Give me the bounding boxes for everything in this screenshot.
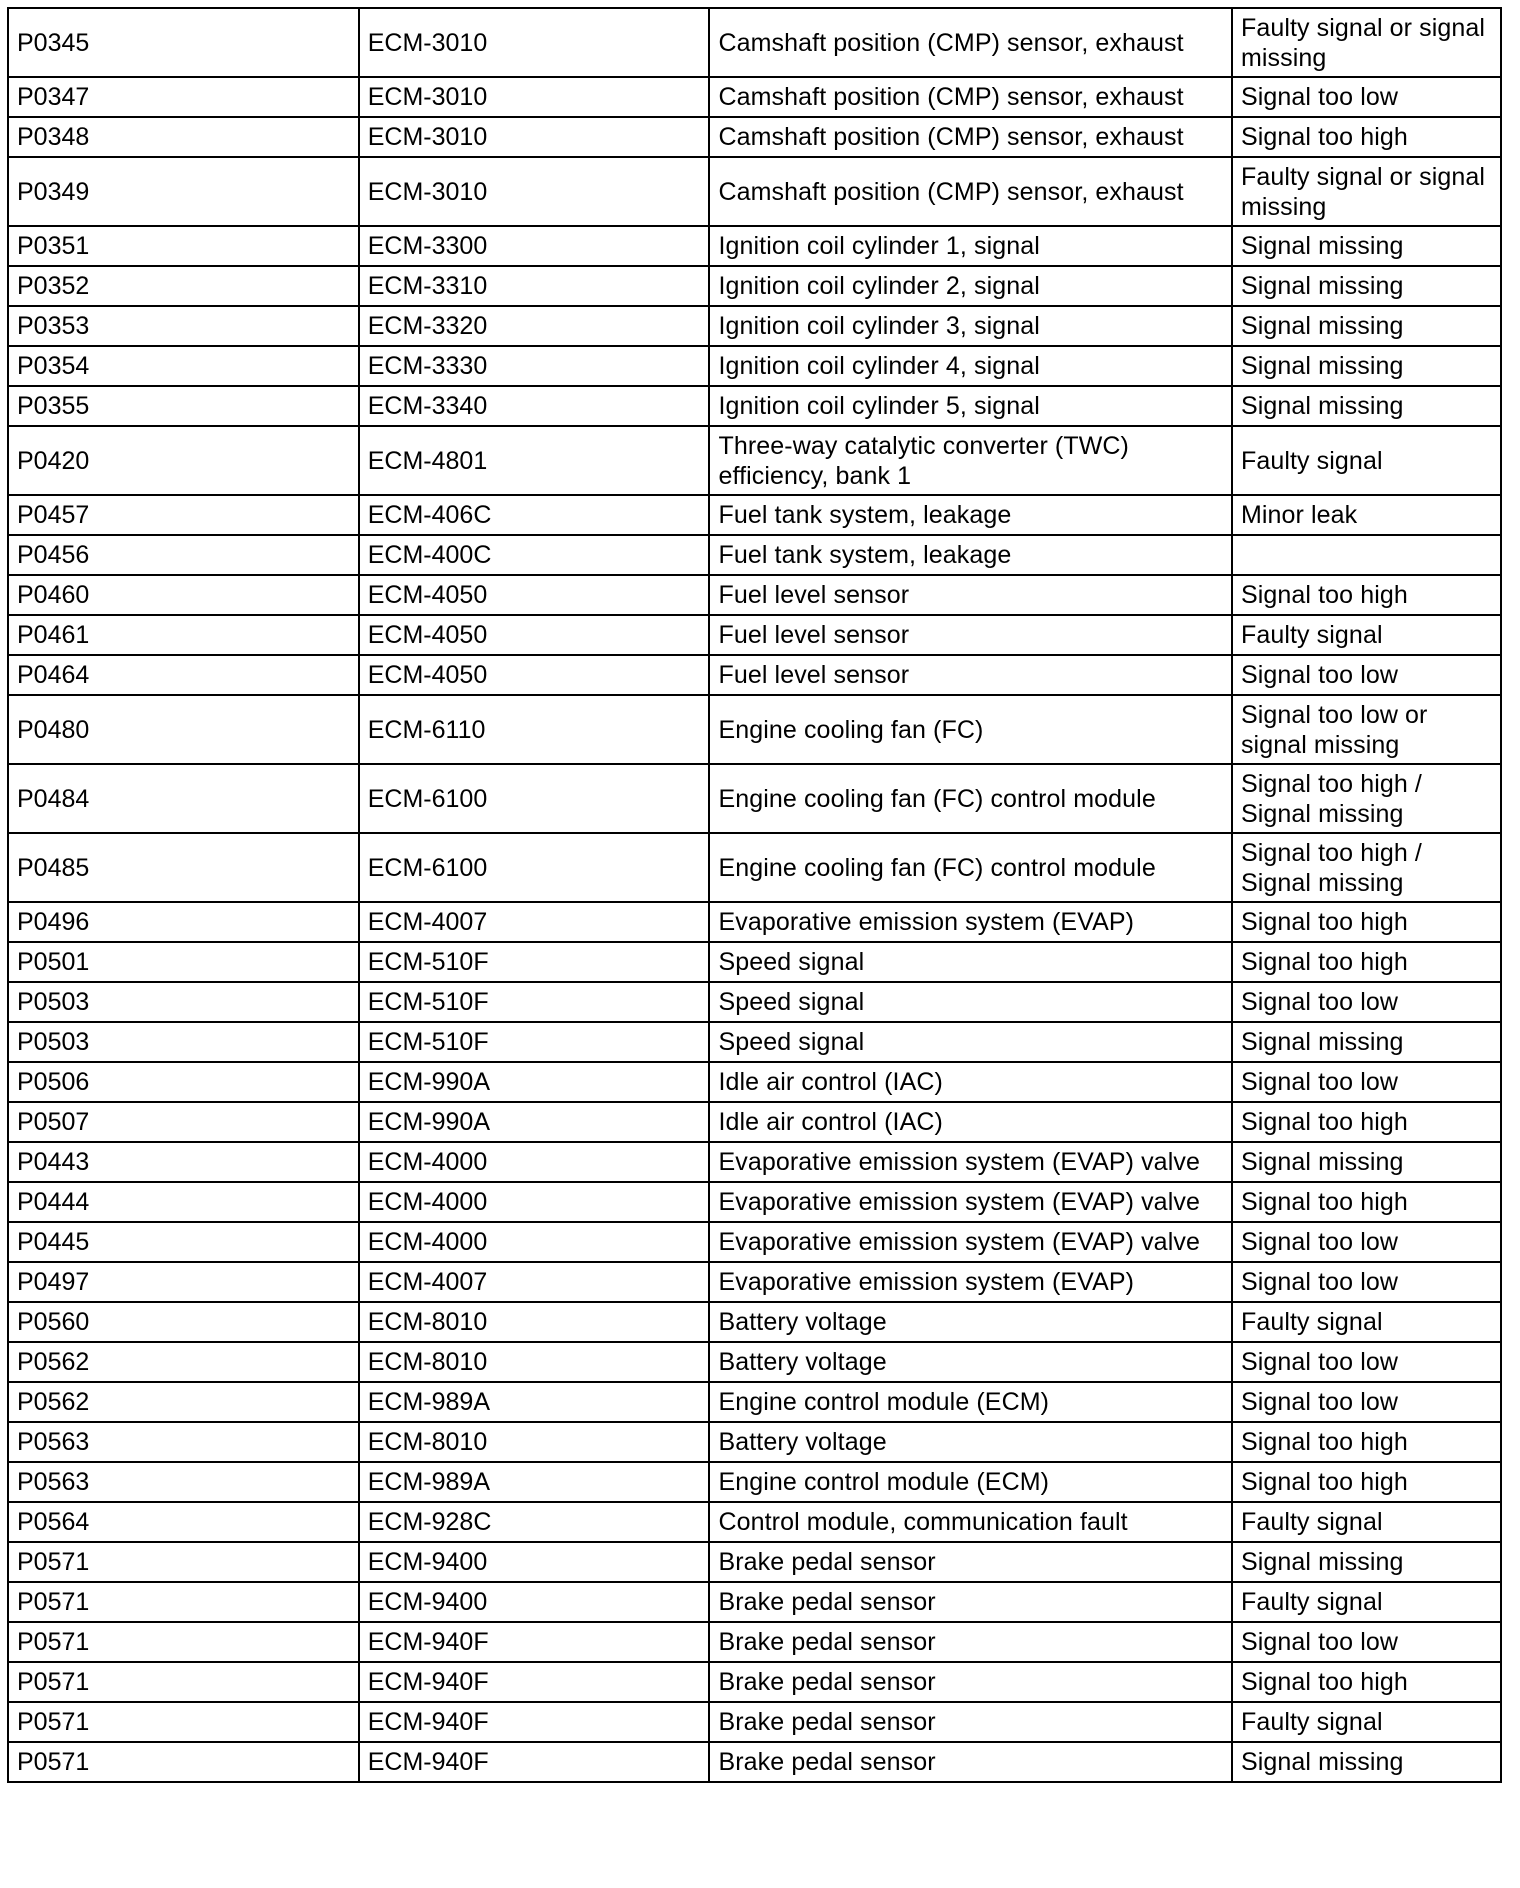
- dtc-code-cell: P0352: [8, 266, 359, 306]
- dtc-code-cell: P0571: [8, 1542, 359, 1582]
- ecm-code-cell: ECM-9400: [359, 1542, 710, 1582]
- component-cell: Camshaft position (CMP) sensor, exhaust: [709, 77, 1231, 117]
- fault-condition-cell: Signal too low: [1232, 1062, 1501, 1102]
- component-cell: Engine control module (ECM): [709, 1462, 1231, 1502]
- component-cell: Control module, communication fault: [709, 1502, 1231, 1542]
- fault-condition-cell: Signal too low: [1232, 1342, 1501, 1382]
- ecm-code-cell: ECM-3300: [359, 226, 710, 266]
- ecm-code-cell: ECM-940F: [359, 1622, 710, 1662]
- fault-condition-cell: Signal too low: [1232, 77, 1501, 117]
- component-cell: Evaporative emission system (EVAP): [709, 1262, 1231, 1302]
- component-cell: Ignition coil cylinder 1, signal: [709, 226, 1231, 266]
- table-row: [8, 1542, 1501, 1582]
- dtc-code-cell: P0353: [8, 306, 359, 346]
- component-cell: Fuel level sensor: [709, 615, 1231, 655]
- ecm-code-cell: ECM-990A: [359, 1102, 710, 1142]
- fault-condition-cell: Signal too low: [1232, 1262, 1501, 1302]
- table-row: [8, 495, 1501, 535]
- component-cell: Brake pedal sensor: [709, 1662, 1231, 1702]
- fault-condition-cell: Faulty signal: [1232, 1702, 1501, 1742]
- dtc-code-cell: P0571: [8, 1742, 359, 1782]
- ecm-code-cell: ECM-940F: [359, 1742, 710, 1782]
- component-cell: Fuel tank system, leakage: [709, 535, 1231, 575]
- fault-condition-cell: Signal missing: [1232, 306, 1501, 346]
- fault-condition-cell: Signal too low: [1232, 655, 1501, 695]
- ecm-code-cell: ECM-4050: [359, 575, 710, 615]
- dtc-code-cell: P0497: [8, 1262, 359, 1302]
- table-row: [8, 1582, 1501, 1622]
- dtc-code-cell: P0503: [8, 982, 359, 1022]
- dtc-code-cell: P0501: [8, 942, 359, 982]
- fault-condition-cell: Signal too high / Signal missing: [1232, 764, 1501, 833]
- ecm-code-cell: ECM-9400: [359, 1582, 710, 1622]
- ecm-code-cell: ECM-8010: [359, 1302, 710, 1342]
- component-cell: Engine cooling fan (FC): [709, 695, 1231, 764]
- component-cell: Brake pedal sensor: [709, 1582, 1231, 1622]
- table-row: [8, 1182, 1501, 1222]
- fault-condition-cell: Signal too high: [1232, 1422, 1501, 1462]
- component-cell: Battery voltage: [709, 1302, 1231, 1342]
- dtc-code-cell: P0349: [8, 157, 359, 226]
- table-row: [8, 386, 1501, 426]
- table-row: [8, 1622, 1501, 1662]
- fault-condition-cell: Signal too low: [1232, 1222, 1501, 1262]
- table-row: [8, 902, 1501, 942]
- table-row: [8, 535, 1501, 575]
- ecm-code-cell: ECM-3310: [359, 266, 710, 306]
- ecm-code-cell: ECM-6100: [359, 764, 710, 833]
- dtc-code-cell: P0571: [8, 1662, 359, 1702]
- table-row: [8, 1342, 1501, 1382]
- table-row: [8, 942, 1501, 982]
- dtc-code-cell: P0485: [8, 833, 359, 902]
- component-cell: Brake pedal sensor: [709, 1622, 1231, 1662]
- ecm-code-cell: ECM-4801: [359, 426, 710, 495]
- ecm-code-cell: ECM-940F: [359, 1702, 710, 1742]
- fault-condition-cell: Signal too high: [1232, 1662, 1501, 1702]
- table-row: [8, 1702, 1501, 1742]
- component-cell: Evaporative emission system (EVAP): [709, 902, 1231, 942]
- table-row: [8, 1142, 1501, 1182]
- table-row: [8, 426, 1501, 495]
- dtc-code-cell: P0355: [8, 386, 359, 426]
- ecm-code-cell: ECM-3010: [359, 77, 710, 117]
- dtc-code-cell: P0571: [8, 1702, 359, 1742]
- dtc-code-cell: P0571: [8, 1622, 359, 1662]
- component-cell: Battery voltage: [709, 1422, 1231, 1462]
- ecm-code-cell: ECM-989A: [359, 1382, 710, 1422]
- dtc-code-cell: P0444: [8, 1182, 359, 1222]
- ecm-code-cell: ECM-4000: [359, 1222, 710, 1262]
- ecm-code-cell: ECM-989A: [359, 1462, 710, 1502]
- table-row: [8, 1502, 1501, 1542]
- component-cell: Ignition coil cylinder 5, signal: [709, 386, 1231, 426]
- table-row: [8, 1742, 1501, 1782]
- ecm-code-cell: ECM-400C: [359, 535, 710, 575]
- dtc-table: [7, 7, 1502, 1783]
- ecm-code-cell: ECM-4050: [359, 655, 710, 695]
- fault-condition-cell: Signal too low: [1232, 982, 1501, 1022]
- table-row: [8, 833, 1501, 902]
- ecm-code-cell: ECM-3340: [359, 386, 710, 426]
- component-cell: Speed signal: [709, 982, 1231, 1022]
- component-cell: Speed signal: [709, 942, 1231, 982]
- table-row: [8, 266, 1501, 306]
- fault-condition-cell: Signal too high: [1232, 1102, 1501, 1142]
- dtc-code-cell: P0345: [8, 8, 359, 77]
- component-cell: Ignition coil cylinder 3, signal: [709, 306, 1231, 346]
- table-row: [8, 1022, 1501, 1062]
- ecm-code-cell: ECM-4000: [359, 1182, 710, 1222]
- fault-condition-cell: Signal missing: [1232, 1022, 1501, 1062]
- component-cell: Evaporative emission system (EVAP) valve: [709, 1142, 1231, 1182]
- ecm-code-cell: ECM-3010: [359, 157, 710, 226]
- dtc-code-cell: P0348: [8, 117, 359, 157]
- table-row: [8, 1062, 1501, 1102]
- dtc-code-cell: P0571: [8, 1582, 359, 1622]
- table-row: [8, 8, 1501, 77]
- dtc-code-cell: P0484: [8, 764, 359, 833]
- component-cell: Brake pedal sensor: [709, 1702, 1231, 1742]
- table-row: [8, 1422, 1501, 1462]
- component-cell: Fuel level sensor: [709, 575, 1231, 615]
- fault-condition-cell: Faulty signal: [1232, 426, 1501, 495]
- dtc-code-cell: P0351: [8, 226, 359, 266]
- table-row: [8, 575, 1501, 615]
- fault-condition-cell: Signal too high: [1232, 942, 1501, 982]
- table-row: [8, 346, 1501, 386]
- dtc-code-cell: P0564: [8, 1502, 359, 1542]
- component-cell: Three-way catalytic converter (TWC) efficiency, bank 1: [709, 426, 1231, 495]
- table-row: [8, 695, 1501, 764]
- component-cell: Engine control module (ECM): [709, 1382, 1231, 1422]
- ecm-code-cell: ECM-4000: [359, 1142, 710, 1182]
- component-cell: Speed signal: [709, 1022, 1231, 1062]
- fault-condition-cell: Signal missing: [1232, 346, 1501, 386]
- component-cell: Camshaft position (CMP) sensor, exhaust: [709, 117, 1231, 157]
- component-cell: Camshaft position (CMP) sensor, exhaust: [709, 157, 1231, 226]
- fault-condition-cell: Signal missing: [1232, 226, 1501, 266]
- fault-condition-cell: Signal too high: [1232, 117, 1501, 157]
- dtc-code-cell: P0354: [8, 346, 359, 386]
- dtc-code-cell: P0496: [8, 902, 359, 942]
- table-row: [8, 306, 1501, 346]
- component-cell: Engine cooling fan (FC) control module: [709, 764, 1231, 833]
- fault-condition-cell: Signal too low: [1232, 1622, 1501, 1662]
- component-cell: Brake pedal sensor: [709, 1742, 1231, 1782]
- component-cell: Evaporative emission system (EVAP) valve: [709, 1222, 1231, 1262]
- dtc-code-cell: P0445: [8, 1222, 359, 1262]
- dtc-code-cell: P0420: [8, 426, 359, 495]
- table-row: [8, 982, 1501, 1022]
- table-row: [8, 764, 1501, 833]
- fault-condition-cell: Signal too high: [1232, 1182, 1501, 1222]
- fault-condition-cell: Signal missing: [1232, 266, 1501, 306]
- component-cell: Fuel tank system, leakage: [709, 495, 1231, 535]
- table-row: [8, 157, 1501, 226]
- dtc-code-cell: P0347: [8, 77, 359, 117]
- dtc-code-cell: P0563: [8, 1462, 359, 1502]
- fault-condition-cell: Faulty signal: [1232, 1582, 1501, 1622]
- table-row: [8, 1102, 1501, 1142]
- ecm-code-cell: ECM-510F: [359, 1022, 710, 1062]
- dtc-code-cell: P0562: [8, 1382, 359, 1422]
- fault-condition-cell: Signal too high: [1232, 575, 1501, 615]
- component-cell: Ignition coil cylinder 2, signal: [709, 266, 1231, 306]
- fault-condition-cell: Signal too low: [1232, 1382, 1501, 1422]
- dtc-code-cell: P0464: [8, 655, 359, 695]
- fault-condition-cell: Faulty signal: [1232, 615, 1501, 655]
- ecm-code-cell: ECM-4050: [359, 615, 710, 655]
- dtc-code-cell: P0457: [8, 495, 359, 535]
- ecm-code-cell: ECM-406C: [359, 495, 710, 535]
- fault-condition-cell: Signal missing: [1232, 1542, 1501, 1582]
- component-cell: Brake pedal sensor: [709, 1542, 1231, 1582]
- fault-condition-cell: Faulty signal: [1232, 1302, 1501, 1342]
- ecm-code-cell: ECM-940F: [359, 1662, 710, 1702]
- dtc-code-cell: P0443: [8, 1142, 359, 1182]
- dtc-code-cell: P0563: [8, 1422, 359, 1462]
- dtc-code-cell: P0560: [8, 1302, 359, 1342]
- dtc-code-cell: P0456: [8, 535, 359, 575]
- dtc-code-cell: P0480: [8, 695, 359, 764]
- component-cell: Battery voltage: [709, 1342, 1231, 1382]
- component-cell: Idle air control (IAC): [709, 1102, 1231, 1142]
- ecm-code-cell: ECM-8010: [359, 1422, 710, 1462]
- table-row: [8, 1662, 1501, 1702]
- dtc-code-cell: P0503: [8, 1022, 359, 1062]
- fault-condition-cell: Minor leak: [1232, 495, 1501, 535]
- ecm-code-cell: ECM-3320: [359, 306, 710, 346]
- dtc-code-cell: P0506: [8, 1062, 359, 1102]
- component-cell: Ignition coil cylinder 4, signal: [709, 346, 1231, 386]
- dtc-code-cell: P0507: [8, 1102, 359, 1142]
- ecm-code-cell: ECM-3330: [359, 346, 710, 386]
- fault-condition-cell: Signal missing: [1232, 1742, 1501, 1782]
- ecm-code-cell: ECM-510F: [359, 942, 710, 982]
- ecm-code-cell: ECM-8010: [359, 1342, 710, 1382]
- ecm-code-cell: ECM-510F: [359, 982, 710, 1022]
- ecm-code-cell: ECM-3010: [359, 117, 710, 157]
- ecm-code-cell: ECM-990A: [359, 1062, 710, 1102]
- fault-condition-cell: Signal too high / Signal missing: [1232, 833, 1501, 902]
- fault-condition-cell: Faulty signal or signal missing: [1232, 157, 1501, 226]
- component-cell: Evaporative emission system (EVAP) valve: [709, 1182, 1231, 1222]
- ecm-code-cell: ECM-6100: [359, 833, 710, 902]
- table-row: [8, 1302, 1501, 1342]
- component-cell: Camshaft position (CMP) sensor, exhaust: [709, 8, 1231, 77]
- fault-condition-cell: Signal too low or signal missing: [1232, 695, 1501, 764]
- fault-condition-cell: Signal too high: [1232, 1462, 1501, 1502]
- component-cell: Engine cooling fan (FC) control module: [709, 833, 1231, 902]
- fault-condition-cell: Signal missing: [1232, 386, 1501, 426]
- table-row: [8, 1382, 1501, 1422]
- table-row: [8, 615, 1501, 655]
- dtc-code-cell: P0460: [8, 575, 359, 615]
- ecm-code-cell: ECM-928C: [359, 1502, 710, 1542]
- dtc-table-body: [8, 8, 1501, 1782]
- component-cell: Fuel level sensor: [709, 655, 1231, 695]
- ecm-code-cell: ECM-3010: [359, 8, 710, 77]
- table-row: [8, 655, 1501, 695]
- table-row: [8, 1462, 1501, 1502]
- table-row: [8, 1262, 1501, 1302]
- table-row: [8, 117, 1501, 157]
- ecm-code-cell: ECM-4007: [359, 1262, 710, 1302]
- fault-condition-cell: Signal missing: [1232, 1142, 1501, 1182]
- fault-condition-cell: [1232, 535, 1501, 575]
- dtc-code-cell: P0562: [8, 1342, 359, 1382]
- table-row: [8, 77, 1501, 117]
- ecm-code-cell: ECM-6110: [359, 695, 710, 764]
- component-cell: Idle air control (IAC): [709, 1062, 1231, 1102]
- fault-condition-cell: Signal too high: [1232, 902, 1501, 942]
- table-row: [8, 226, 1501, 266]
- fault-condition-cell: Faulty signal: [1232, 1502, 1501, 1542]
- ecm-code-cell: ECM-4007: [359, 902, 710, 942]
- dtc-code-cell: P0461: [8, 615, 359, 655]
- table-row: [8, 1222, 1501, 1262]
- fault-condition-cell: Faulty signal or signal missing: [1232, 8, 1501, 77]
